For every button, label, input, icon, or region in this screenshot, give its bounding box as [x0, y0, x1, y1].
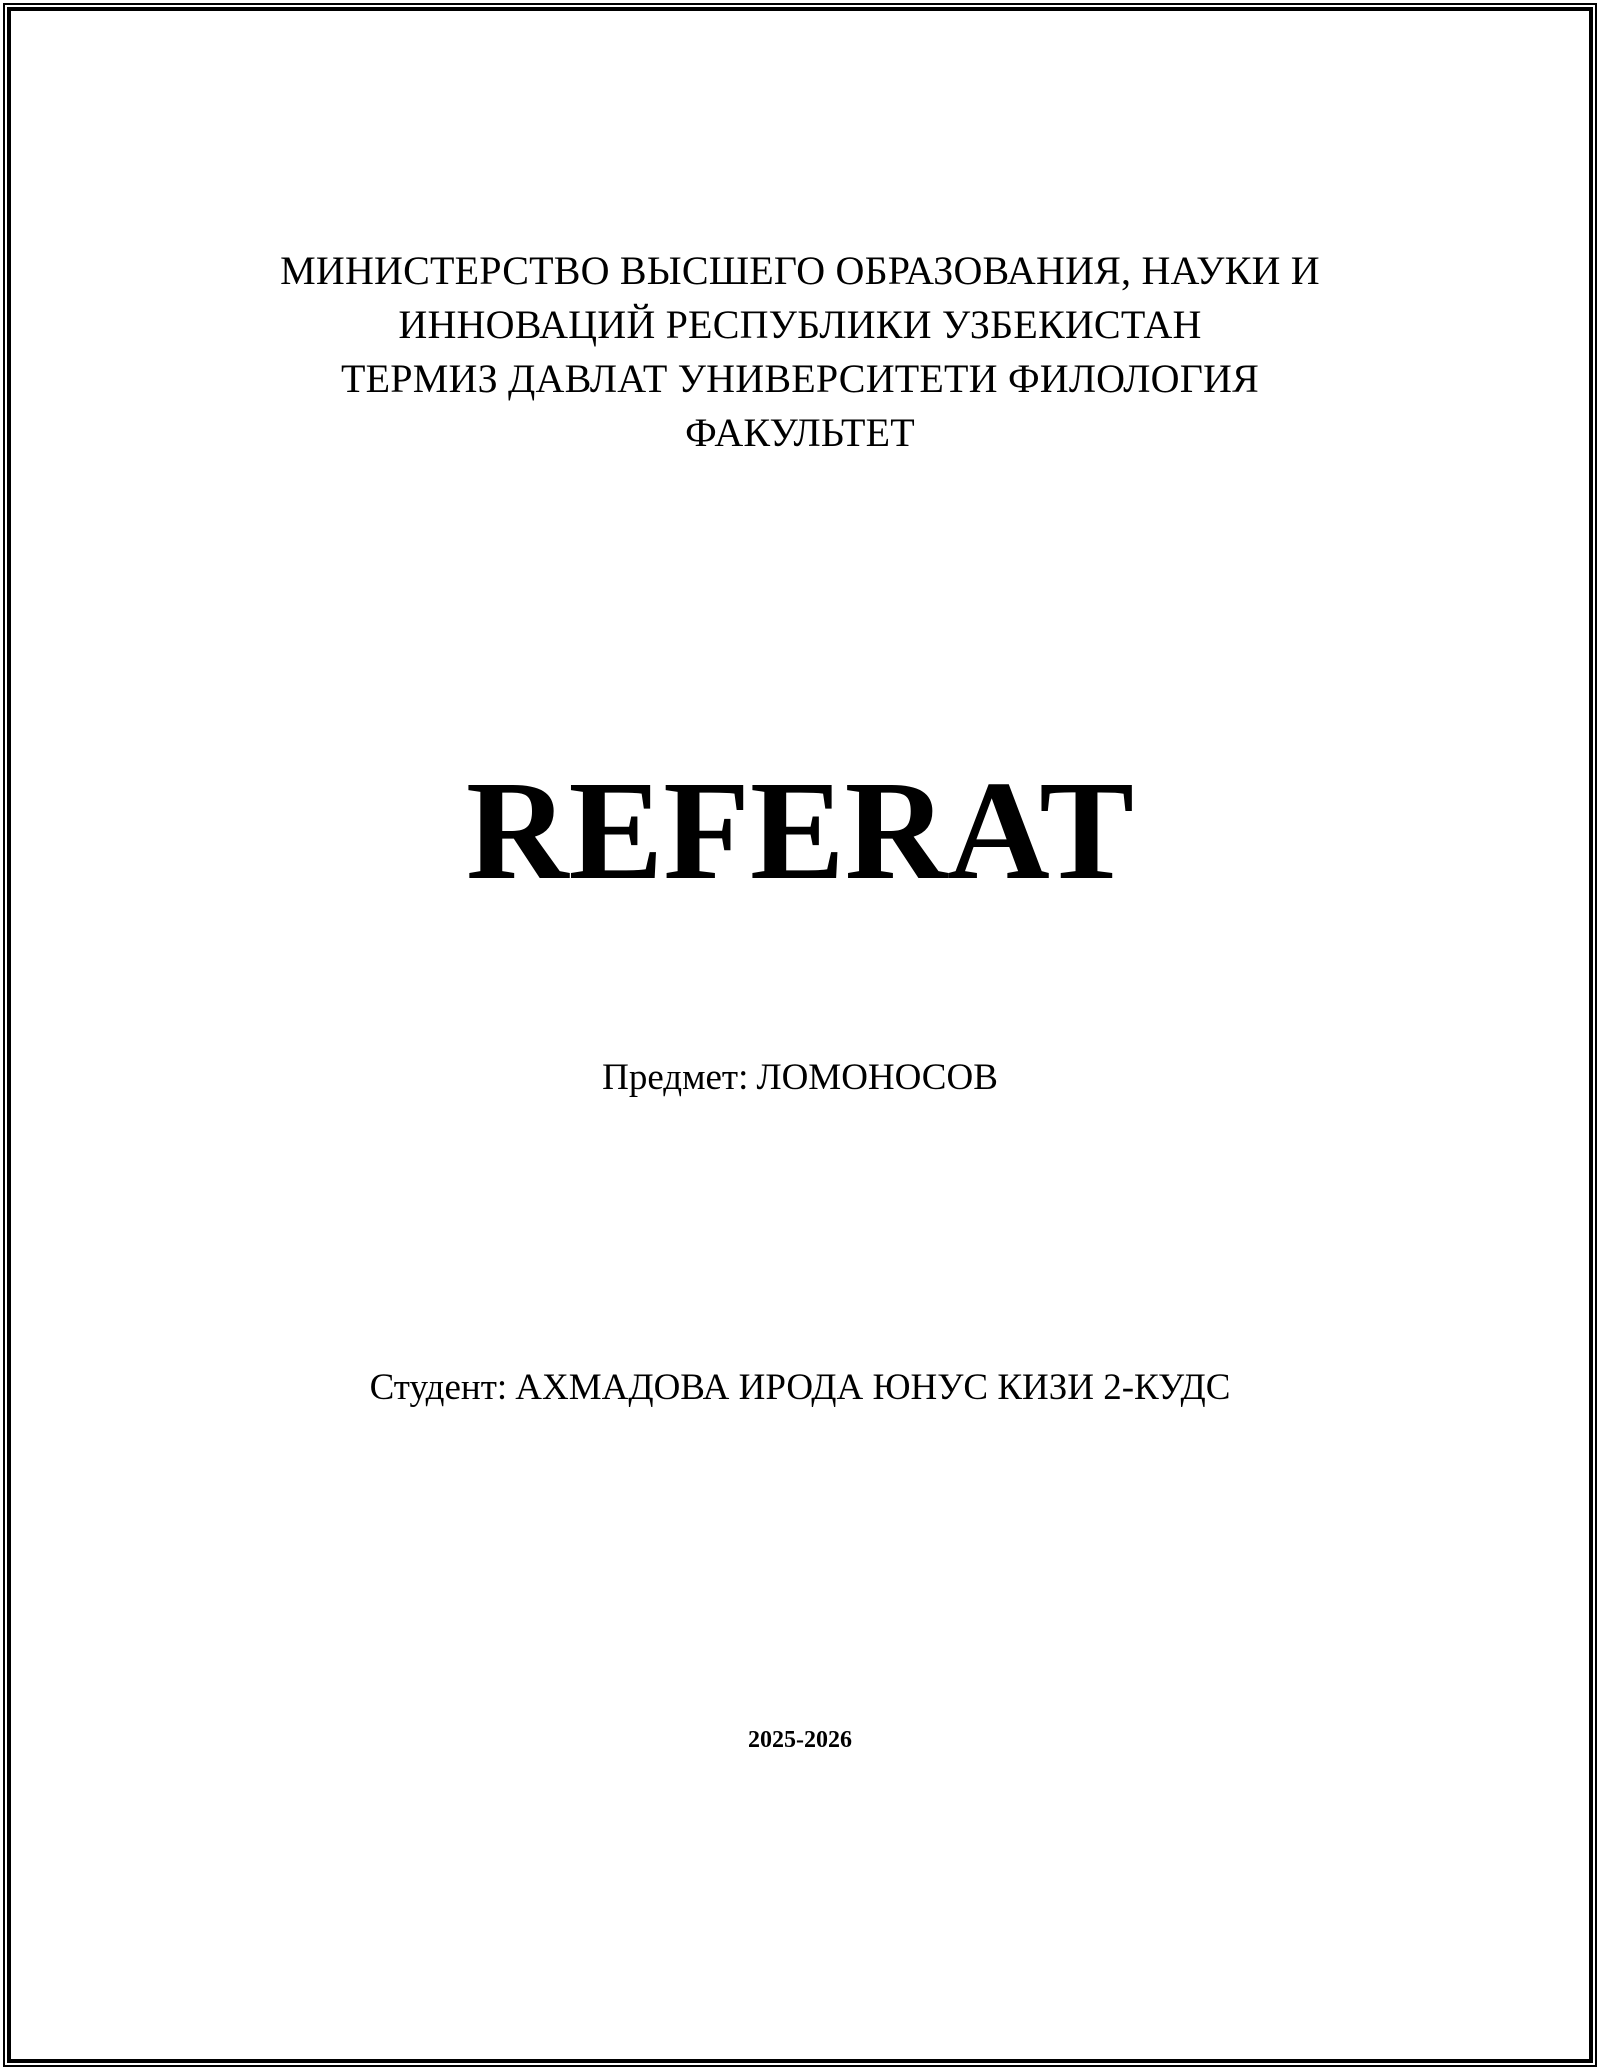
student-label: Студент: [369, 1367, 508, 1408]
student-line [0, 1366, 1600, 1410]
ministry-header-line-2: ИННОВАЦИЙ РЕСПУБЛИКИ УЗБЕКИСТАН [398, 302, 1202, 347]
ministry-header-line-4: ФАКУЛЬТЕТ [685, 410, 915, 455]
subject-label: Предмет: [602, 1057, 749, 1098]
ministry-header-line-3: ТЕРМИЗ ДАВЛАТ УНИВЕРСИТЕТИ ФИЛОЛОГИЯ [341, 356, 1259, 401]
document-title: REFERAT [466, 751, 1134, 909]
ministry-header-line-1: МИНИСТЕРСТВО ВЫСШЕГО ОБРАЗОВАНИЯ, НАУКИ И [280, 248, 1320, 293]
subject-line [0, 1056, 1600, 1100]
academic-year: 2025-2026 [748, 1727, 852, 1753]
subject-value: ЛОМОНОСОВ [756, 1057, 998, 1098]
student-value: АХМАДОВА ИРОДА ЮНУС КИЗИ 2-КУДС [515, 1367, 1231, 1408]
ministry-header [0, 244, 1600, 460]
